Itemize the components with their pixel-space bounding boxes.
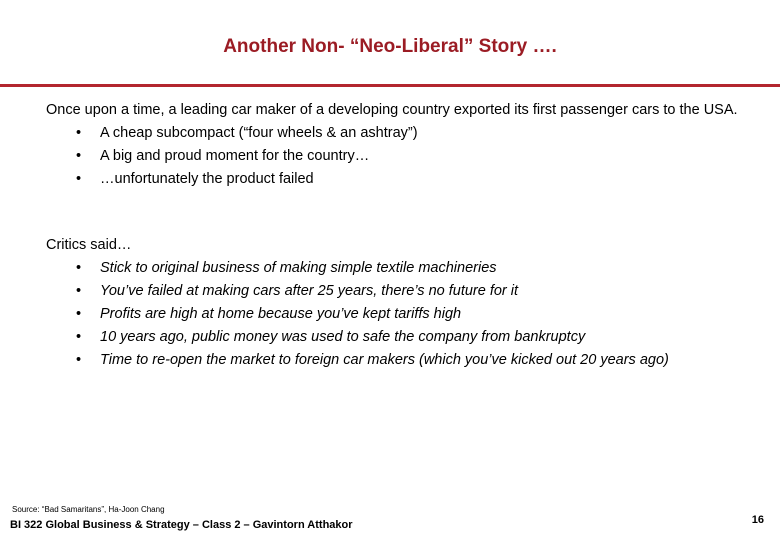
bullet-icon: •: [76, 283, 82, 299]
bullet-icon: •: [76, 148, 82, 164]
intro-section: [46, 99, 746, 191]
source-citation: Source: “Bad Samaritans”, Ha-Joon Chang: [12, 505, 165, 514]
title-divider: [0, 84, 780, 87]
bullet-icon: •: [76, 306, 82, 322]
list-item: • …unfortunately the product failed: [46, 168, 746, 191]
list-item: • 10 years ago, public money was used to safe the company from bankruptcy: [46, 326, 746, 349]
critics-heading: Critics said…: [46, 237, 132, 253]
list-item: • A big and proud moment for the country…: [46, 145, 746, 168]
bullet-icon: •: [76, 125, 82, 141]
bullet-icon: •: [76, 260, 82, 276]
page-number: 16: [751, 514, 764, 526]
critics-section: [46, 234, 746, 372]
footer-course-title: BI 322 Global Business & Strategy – Class 2 – Gavintorn Atthakor: [10, 519, 353, 531]
bullet-icon: •: [76, 352, 82, 368]
list-item: • You’ve failed at making cars after 25 years, there’s no future for it: [46, 280, 746, 303]
bullet-icon: •: [76, 329, 82, 345]
list-item: • A cheap subcompact (“four wheels & an ashtray”): [46, 122, 746, 145]
intro-paragraph: Once upon a time, a leading car maker of a developing country exported its first passenger cars to the USA.: [46, 102, 738, 118]
slide-title: Another Non- “Neo-Liberal” Story ….: [223, 36, 557, 57]
list-item: • Time to re-open the market to foreign car makers (which you’ve kicked out 20 years ago): [46, 349, 746, 372]
list-item: • Stick to original business of making simple textile machineries: [46, 257, 746, 280]
critics-bullet-list: [46, 257, 746, 372]
bullet-icon: •: [76, 171, 82, 187]
list-item: • Profits are high at home because you’ve kept tariffs high: [46, 303, 746, 326]
intro-bullet-list: [46, 122, 746, 191]
